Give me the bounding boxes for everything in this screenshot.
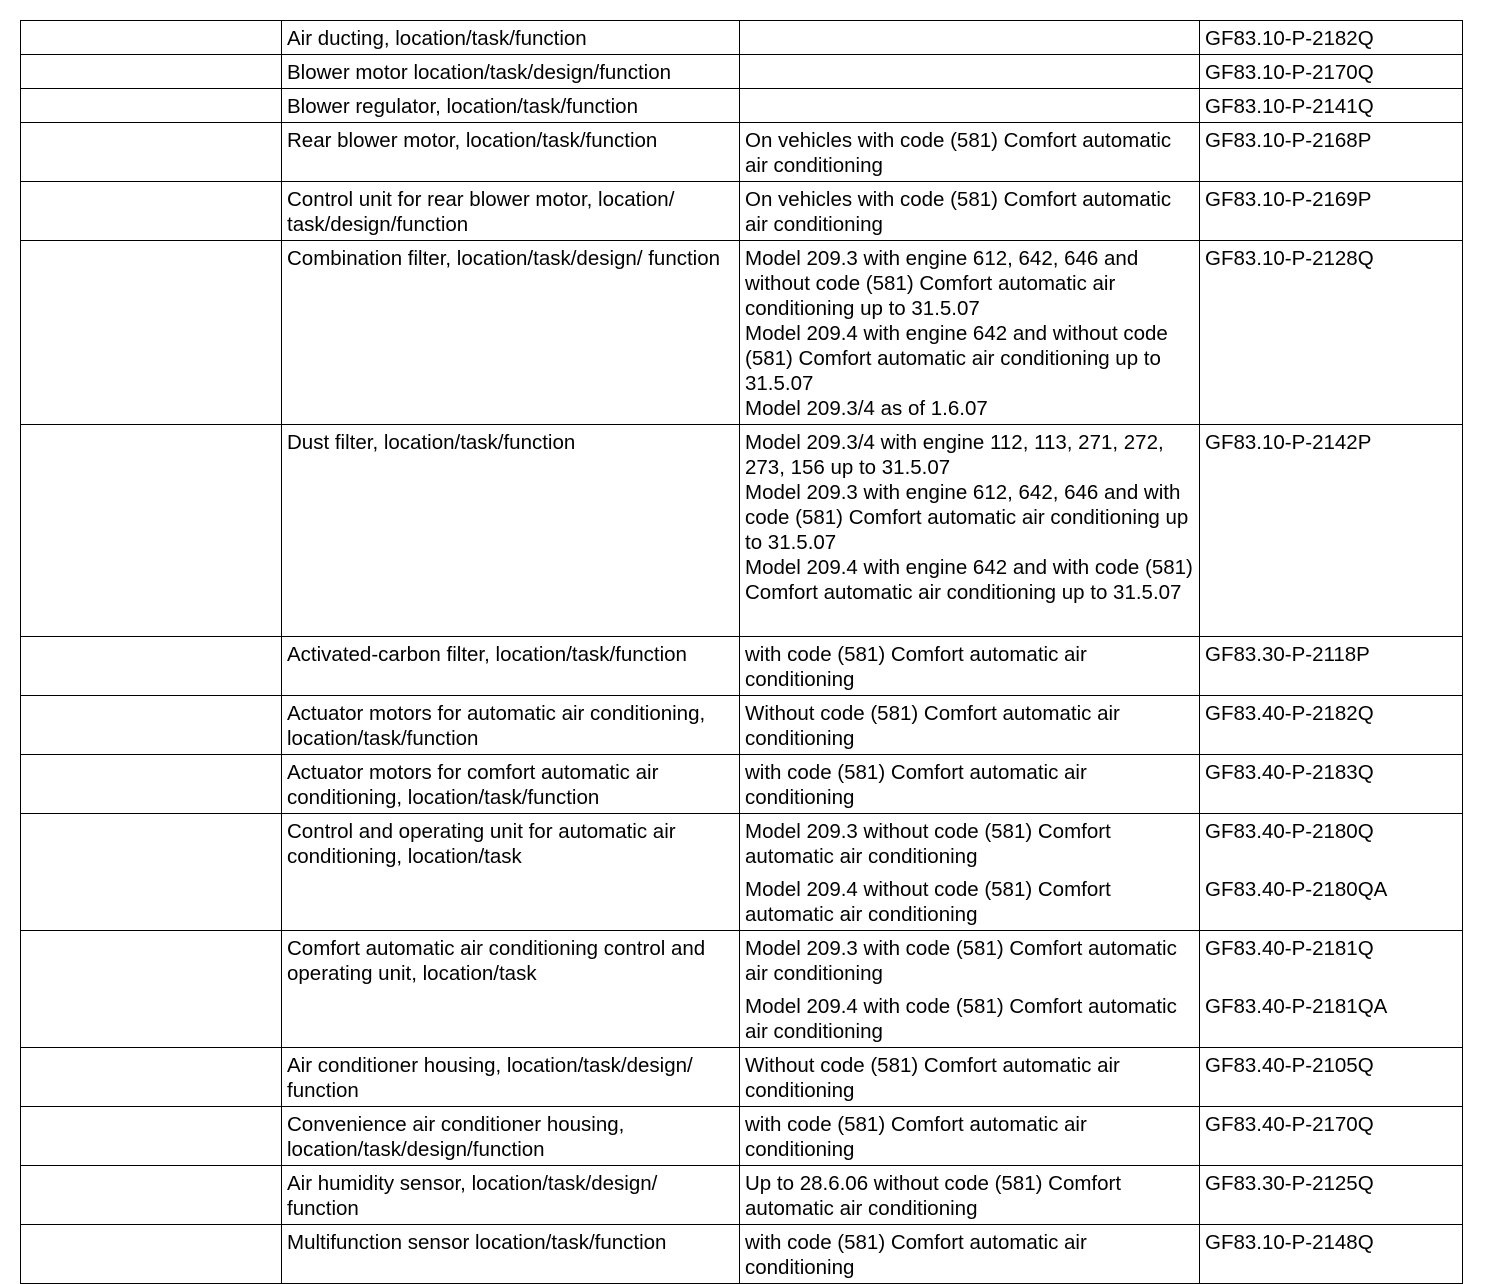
condition-cell — [740, 814, 1200, 931]
document-number-cell: GF83.40-P-2182Q — [1200, 696, 1463, 755]
condition-cell — [740, 931, 1200, 1048]
description-cell: Rear blower motor, location/task/function — [282, 123, 740, 182]
document-number-cell: GF83.40-P-2105Q — [1200, 1048, 1463, 1107]
table-row — [21, 1166, 1463, 1225]
condition-line: Model 209.4 with engine 642 and with code (581) Comfort automatic air conditioning up to 31.5.07 — [745, 556, 1193, 604]
condition-cell — [740, 89, 1200, 123]
condition-line: Model 209.3/4 with engine 112, 113, 271, 272, 273, 156 up to 31.5.07 — [745, 431, 1164, 479]
empty-cell — [21, 1166, 282, 1225]
table-row — [21, 1048, 1463, 1107]
condition-line: Model 209.3 with engine 612, 642, 646 and with code (581) Comfort automatic air conditioning up to 31.5.07 — [745, 481, 1189, 554]
document-number-cell — [1200, 931, 1463, 1048]
document-number-cell: GF83.40-P-2183Q — [1200, 755, 1463, 814]
document-number-cell: GF83.30-P-2118P — [1200, 637, 1463, 696]
description-cell: Blower motor location/task/design/function — [282, 55, 740, 89]
empty-cell — [21, 931, 282, 1048]
condition-line: Model 209.4 without code (581) Comfort automatic air conditioning — [745, 878, 1111, 926]
description-cell: Combination filter, location/task/design/ function — [282, 241, 740, 425]
document-number: GF83.40-P-2181Q — [1205, 937, 1374, 960]
table-row — [21, 182, 1463, 241]
condition-line: Model 209.4 with code (581) Comfort automatic air conditioning — [745, 995, 1177, 1043]
document-number: GF83.40-P-2180Q — [1205, 820, 1374, 843]
document-number-cell: GF83.10-P-2168P — [1200, 123, 1463, 182]
condition-line: Model 209.4 with engine 642 and without code (581) Comfort automatic air conditioning up to 31.5.07 — [745, 322, 1168, 395]
condition-cell: with code (581) Comfort automatic air conditioning — [740, 755, 1200, 814]
empty-cell — [21, 637, 282, 696]
description-cell: Dust filter, location/task/function — [282, 425, 740, 637]
condition-cell: On vehicles with code (581) Comfort automatic air conditioning — [740, 182, 1200, 241]
table-row — [21, 123, 1463, 182]
condition-cell: Without code (581) Comfort automatic air conditioning — [740, 1048, 1200, 1107]
empty-cell — [21, 425, 282, 637]
description-cell: Air humidity sensor, location/task/design/ function — [282, 1166, 740, 1225]
table-row — [21, 55, 1463, 89]
condition-cell: Without code (581) Comfort automatic air conditioning — [740, 696, 1200, 755]
condition-line: Model 209.3 with engine 612, 642, 646 and without code (581) Comfort automatic air conditioning up to 31.5.07 — [745, 247, 1139, 320]
condition-cell — [740, 241, 1200, 425]
document-number-cell: GF83.10-P-2142P — [1200, 425, 1463, 637]
empty-cell — [21, 1048, 282, 1107]
description-cell: Control unit for rear blower motor, location/ task/design/function — [282, 182, 740, 241]
table-row — [21, 21, 1463, 55]
description-cell: Blower regulator, location/task/function — [282, 89, 740, 123]
condition-cell: Up to 28.6.06 without code (581) Comfort automatic air conditioning — [740, 1166, 1200, 1225]
table-row — [21, 755, 1463, 814]
document-table — [20, 20, 1463, 1284]
empty-cell — [21, 755, 282, 814]
empty-cell — [21, 182, 282, 241]
description-cell: Convenience air conditioner housing, location/task/design/function — [282, 1107, 740, 1166]
condition-cell — [740, 425, 1200, 637]
empty-cell — [21, 1107, 282, 1166]
description-cell: Multifunction sensor location/task/function — [282, 1225, 740, 1284]
document-number-cell: GF83.10-P-2148Q — [1200, 1225, 1463, 1284]
table-row — [21, 425, 1463, 637]
document-number-cell — [1200, 814, 1463, 931]
document-number-cell: GF83.10-P-2169P — [1200, 182, 1463, 241]
empty-cell — [21, 814, 282, 931]
empty-cell — [21, 696, 282, 755]
table-row — [21, 1225, 1463, 1284]
description-cell: Air ducting, location/task/function — [282, 21, 740, 55]
description-cell: Control and operating unit for automatic air conditioning, location/task — [282, 814, 740, 931]
document-number: GF83.40-P-2181QA — [1205, 995, 1388, 1018]
description-cell: Air conditioner housing, location/task/design/ function — [282, 1048, 740, 1107]
document-number-cell: GF83.10-P-2170Q — [1200, 55, 1463, 89]
document-number: GF83.40-P-2180QA — [1205, 878, 1388, 901]
condition-cell — [740, 55, 1200, 89]
empty-cell — [21, 21, 282, 55]
empty-cell — [21, 55, 282, 89]
condition-cell: with code (581) Comfort automatic air conditioning — [740, 1225, 1200, 1284]
description-cell: Actuator motors for automatic air conditioning, location/task/function — [282, 696, 740, 755]
condition-cell: On vehicles with code (581) Comfort automatic air conditioning — [740, 123, 1200, 182]
condition-line: Model 209.3 without code (581) Comfort automatic air conditioning — [745, 820, 1111, 868]
condition-cell — [740, 21, 1200, 55]
document-number-cell: GF83.30-P-2125Q — [1200, 1166, 1463, 1225]
document-number-cell: GF83.10-P-2128Q — [1200, 241, 1463, 425]
empty-cell — [21, 89, 282, 123]
table-row — [21, 814, 1463, 931]
table-row — [21, 241, 1463, 425]
document-number-cell: GF83.10-P-2141Q — [1200, 89, 1463, 123]
table-row — [21, 1107, 1463, 1166]
condition-line: Model 209.3 with code (581) Comfort automatic air conditioning — [745, 937, 1177, 985]
table-row — [21, 89, 1463, 123]
document-number-cell: GF83.40-P-2170Q — [1200, 1107, 1463, 1166]
empty-cell — [21, 241, 282, 425]
description-cell: Comfort automatic air conditioning control and operating unit, location/task — [282, 931, 740, 1048]
document-number-cell: GF83.10-P-2182Q — [1200, 21, 1463, 55]
condition-cell: with code (581) Comfort automatic air conditioning — [740, 1107, 1200, 1166]
empty-cell — [21, 1225, 282, 1284]
description-cell: Actuator motors for comfort automatic air conditioning, location/task/function — [282, 755, 740, 814]
empty-cell — [21, 123, 282, 182]
table-row — [21, 931, 1463, 1048]
condition-cell: with code (581) Comfort automatic air conditioning — [740, 637, 1200, 696]
condition-line: Model 209.3/4 as of 1.6.07 — [745, 397, 988, 420]
description-cell: Activated-carbon filter, location/task/function — [282, 637, 740, 696]
table-row — [21, 637, 1463, 696]
table-row — [21, 696, 1463, 755]
